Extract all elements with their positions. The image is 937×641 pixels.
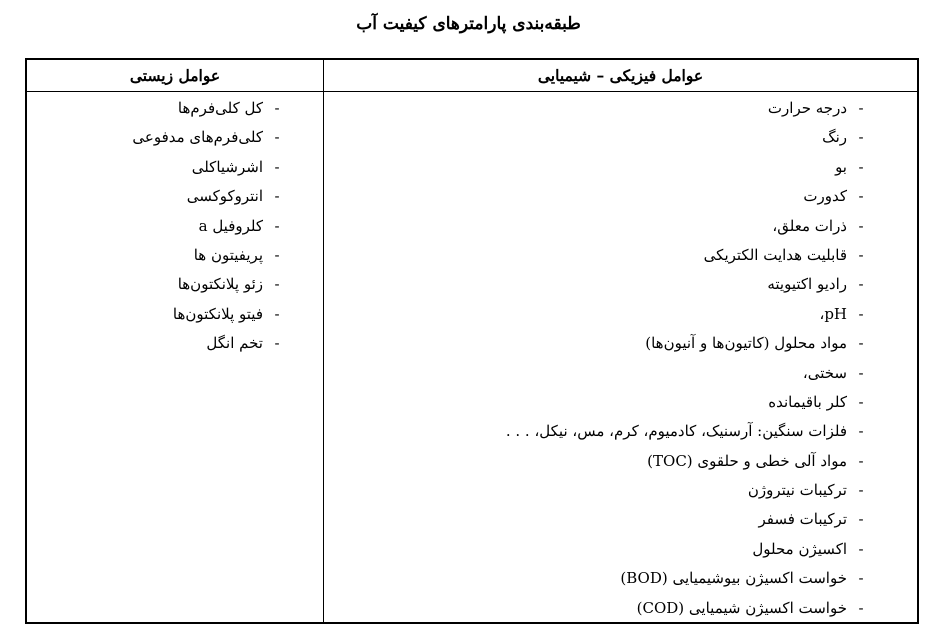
- physical-chemical-item: [506, 329, 875, 358]
- list-bullet-dash: -: [858, 481, 864, 500]
- physical-chemical-item-label: بو: [835, 157, 847, 176]
- biological-item-label: کلی‌فرم‌های مدفوعی: [132, 128, 263, 147]
- physical-chemical-item-label: فلزات سنگین: آرسنیک، کادمیوم، کرم، مس، نیکل، . . .: [505, 422, 847, 441]
- list-bullet-dash: -: [858, 392, 864, 411]
- physical-chemical-item: [506, 212, 875, 241]
- physical-chemical-item: [506, 447, 875, 476]
- list-bullet-dash: -: [858, 451, 864, 470]
- physical-chemical-item-label: ترکیبات فسفر: [758, 510, 847, 529]
- physical-chemical-item: [506, 564, 875, 593]
- physical-chemical-item: [506, 182, 875, 211]
- physical-chemical-item: [506, 270, 875, 299]
- physical-chemical-item-label: مواد آلی خطی و حلقوی (TOC): [647, 451, 847, 470]
- list-bullet-dash: -: [858, 539, 864, 558]
- list-bullet-dash: -: [274, 216, 280, 235]
- physical-chemical-item-label: قابلیت هدایت الکتریکی: [703, 245, 847, 264]
- list-bullet-dash: -: [274, 245, 280, 264]
- physical-chemical-item: [506, 153, 875, 182]
- biological-item-label: زئو پلانکتون‌ها: [177, 275, 263, 294]
- biological-item: [132, 329, 291, 358]
- list-bullet-dash: -: [858, 157, 864, 176]
- physical-chemical-item: [506, 594, 875, 623]
- physical-chemical-item-label: درجه حرارت: [767, 99, 847, 117]
- list-bullet-dash: -: [858, 128, 864, 147]
- physical-chemical-item: [506, 300, 875, 329]
- physical-chemical-item: [506, 359, 875, 388]
- biological-item-label: کلروفیل a: [198, 216, 263, 235]
- physical-chemical-item-label: ذرات معلق،: [772, 216, 847, 235]
- physical-chemical-item-label: ترکیبات نیتروژن: [747, 481, 847, 500]
- physical-chemical-list: [506, 94, 875, 623]
- physical-chemical-item-label: کلر باقیمانده: [768, 392, 847, 411]
- physical-chemical-item: [506, 417, 875, 446]
- physical-chemical-item-label: رنگ: [822, 128, 847, 147]
- physical-chemical-item: [506, 388, 875, 417]
- table-caption: طبقه‌بندی پارامترهای کیفیت آب: [356, 14, 581, 34]
- list-bullet-dash: -: [274, 304, 280, 323]
- water-quality-table: [25, 58, 919, 624]
- biological-item: [132, 300, 291, 329]
- biological-item-label: پریفیتون ها: [193, 245, 263, 264]
- physical-chemical-item-label: خواست اکسیژن شیمیایی (COD): [636, 598, 847, 617]
- physical-chemical-item: [506, 123, 875, 152]
- physical-chemical-item-label: خواست اکسیژن بیوشیمیایی (BOD): [620, 569, 847, 588]
- biological-item: [132, 153, 291, 182]
- biological-item: [132, 241, 291, 270]
- list-bullet-dash: -: [858, 275, 864, 294]
- physical-chemical-item-label: اکسیژن محلول: [752, 539, 847, 558]
- column-divider: [323, 60, 324, 622]
- list-bullet-dash: -: [858, 187, 864, 206]
- list-bullet-dash: -: [858, 510, 864, 529]
- list-bullet-dash: -: [858, 363, 864, 382]
- biological-item-label: تخم انگل: [206, 334, 263, 353]
- list-bullet-dash: -: [274, 128, 280, 147]
- list-bullet-dash: -: [274, 334, 280, 353]
- biological-item-label: اشرشیاکلی: [191, 157, 263, 176]
- biological-item: [132, 94, 291, 123]
- header-divider: [27, 91, 917, 92]
- biological-item-label: انتروکوکسی: [186, 187, 263, 206]
- physical-chemical-item: [506, 476, 875, 505]
- biological-item-label: کل کلی‌فرم‌ها: [177, 99, 263, 117]
- biological-item: [132, 270, 291, 299]
- list-bullet-dash: -: [858, 216, 864, 235]
- list-bullet-dash: -: [858, 334, 864, 353]
- physical-chemical-item-label: سختی،: [802, 363, 847, 382]
- list-bullet-dash: -: [858, 598, 864, 617]
- physical-chemical-item-label: رادیو اکتیویته: [767, 275, 847, 294]
- physical-chemical-item: [506, 505, 875, 534]
- physical-chemical-item-label: کدورت: [803, 187, 847, 206]
- list-bullet-dash: -: [858, 304, 864, 323]
- physical-chemical-item-label: مواد محلول (کاتیون‌ها و آنیون‌ها): [645, 334, 847, 353]
- list-bullet-dash: -: [858, 422, 864, 441]
- biological-list: [132, 94, 291, 359]
- header-physical-chemical: عوامل فیزیکی – شیمیایی: [537, 66, 704, 85]
- physical-chemical-item: [506, 241, 875, 270]
- physical-chemical-item: [506, 535, 875, 564]
- physical-chemical-item-label: pH،: [819, 304, 847, 323]
- list-bullet-dash: -: [274, 157, 280, 176]
- list-bullet-dash: -: [858, 245, 864, 264]
- biological-item: [132, 212, 291, 241]
- list-bullet-dash: -: [858, 569, 864, 588]
- physical-chemical-item: [506, 94, 875, 123]
- list-bullet-dash: -: [274, 99, 280, 117]
- list-bullet-dash: -: [274, 275, 280, 294]
- list-bullet-dash: -: [858, 99, 864, 117]
- biological-item: [132, 123, 291, 152]
- list-bullet-dash: -: [274, 187, 280, 206]
- header-biological: عوامل زیستی: [129, 66, 221, 85]
- biological-item-label: فیتو پلانکتون‌ها: [172, 304, 263, 323]
- biological-item: [132, 182, 291, 211]
